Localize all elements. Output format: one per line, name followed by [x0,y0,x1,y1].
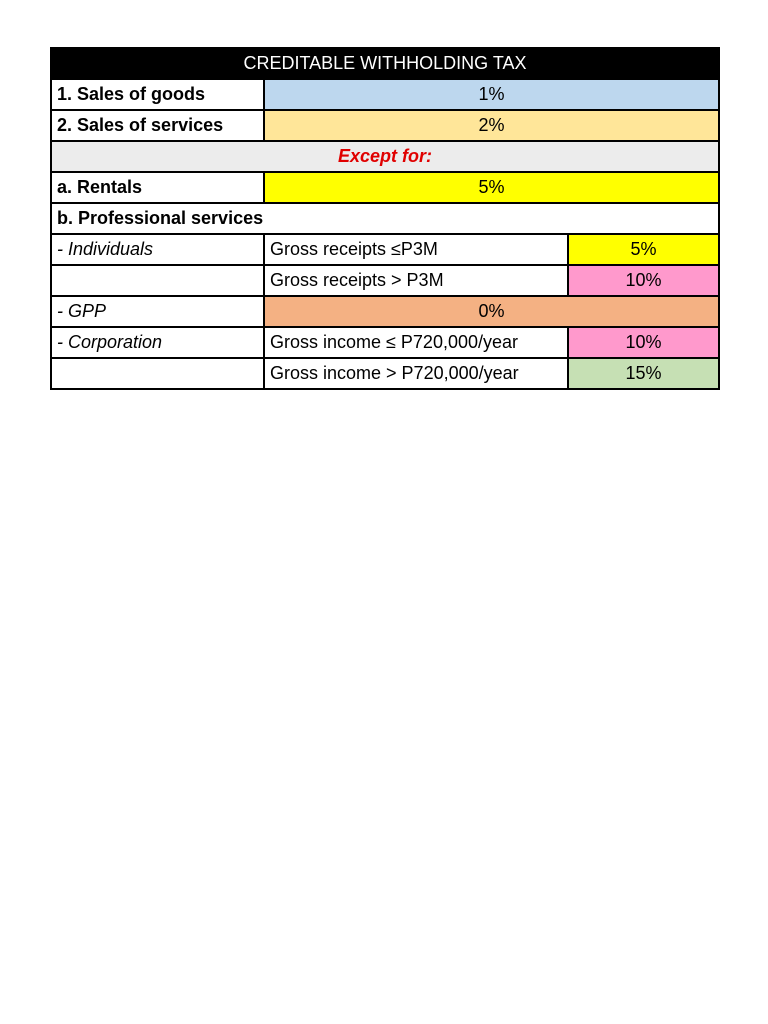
individuals-condition-1: Gross receipts ≤P3M [264,234,568,265]
empty-cell [51,358,264,389]
professional-services-label: b. Professional services [51,203,719,234]
table-row [51,327,719,358]
table-row [51,141,719,172]
corporation-condition-1: Gross income ≤ P720,000/year [264,327,568,358]
sales-services-label: 2. Sales of services [51,110,264,141]
sales-goods-rate: 1% [264,79,719,110]
gpp-rate: 0% [264,296,719,327]
table-row [51,265,719,296]
corporation-rate-2: 15% [568,358,719,389]
rentals-label: a. Rentals [51,172,264,203]
rentals-rate: 5% [264,172,719,203]
individuals-condition-2: Gross receipts > P3M [264,265,568,296]
table-row [51,296,719,327]
individuals-rate-1: 5% [568,234,719,265]
withholding-tax-table [50,47,720,390]
table-row [51,79,719,110]
corporation-rate-1: 10% [568,327,719,358]
sales-services-rate: 2% [264,110,719,141]
empty-cell [51,265,264,296]
table-row [51,172,719,203]
corporation-label: - Corporation [51,327,264,358]
sales-goods-label: 1. Sales of goods [51,79,264,110]
table-title: CREDITABLE WITHHOLDING TAX [51,48,719,79]
table-row [51,110,719,141]
individuals-label: - Individuals [51,234,264,265]
except-label: Except for: [51,141,719,172]
table-row [51,358,719,389]
table-row [51,48,719,79]
gpp-label: - GPP [51,296,264,327]
table-row [51,203,719,234]
table-row [51,234,719,265]
corporation-condition-2: Gross income > P720,000/year [264,358,568,389]
individuals-rate-2: 10% [568,265,719,296]
